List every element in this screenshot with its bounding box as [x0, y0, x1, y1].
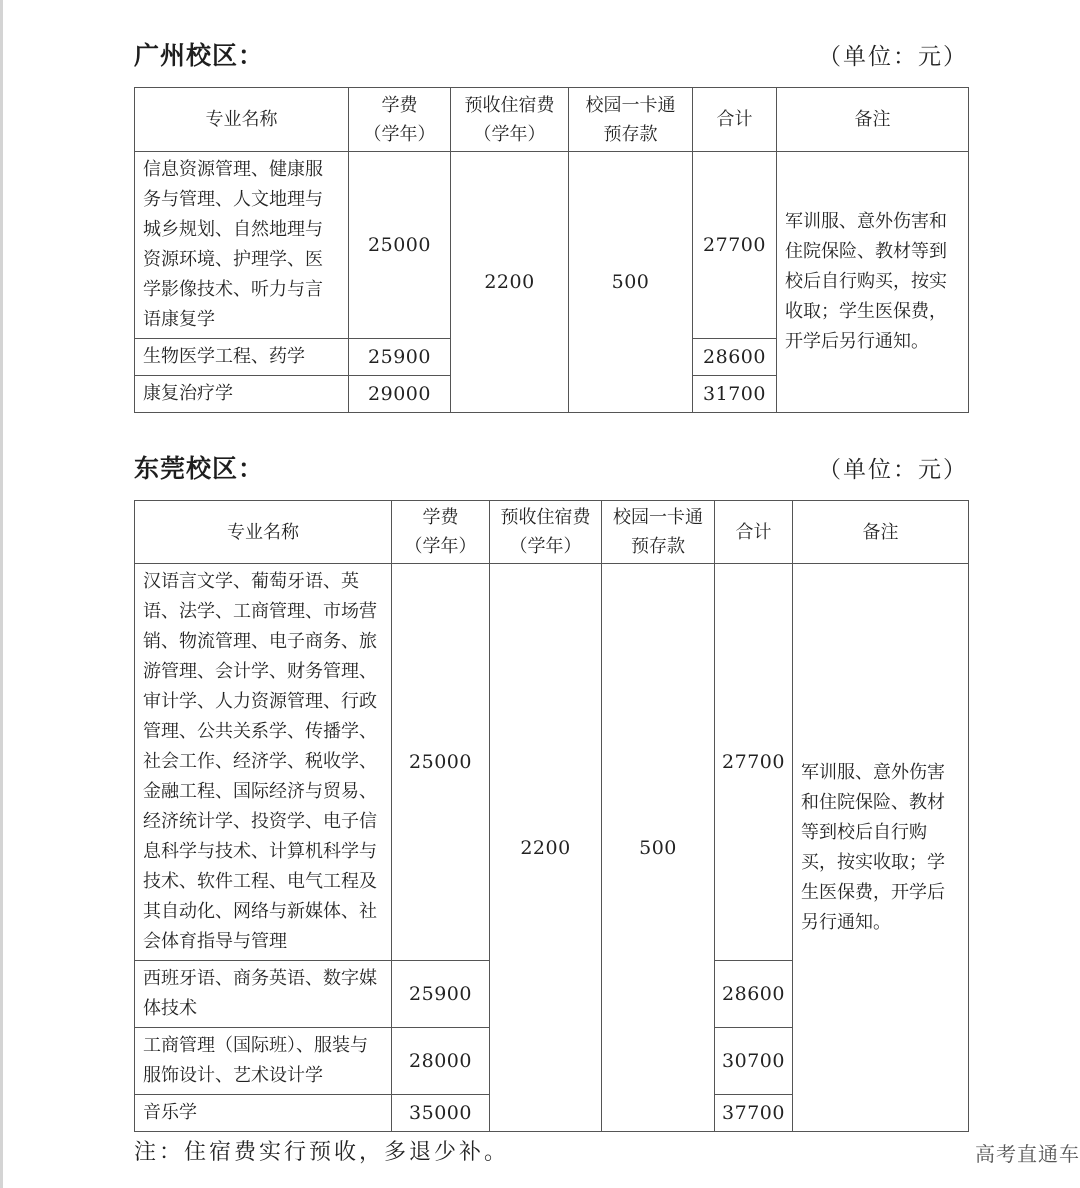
- table-row: [135, 152, 969, 339]
- table-row: [135, 564, 969, 961]
- total-cell: 27700: [715, 564, 793, 961]
- header-tuition-line2: （学年）: [363, 123, 436, 145]
- header-tuition: [392, 501, 490, 564]
- housing-cell: 2200: [490, 564, 602, 1132]
- remarks-cell: 军训服、意外伤害和住院保险、教材等到校后自行购买，按实收取；学生医保费，开学后另行通知。: [777, 152, 969, 413]
- header-remarks: 备注: [793, 501, 969, 564]
- header-housing-line2: （学年）: [473, 123, 546, 145]
- remarks-cell: 军训服、意外伤害和住院保险、教材等到校后自行购买，按实收取；学生医保费，开学后另行通知。: [793, 564, 969, 1132]
- header-total: 合计: [715, 501, 793, 564]
- dongguan-fee-table: [134, 500, 969, 1132]
- header-housing-line1: 预收住宿费: [500, 507, 591, 528]
- majors-cell: 信息资源管理、健康服务与管理、人文地理与城乡规划、自然地理与资源环境、护理学、医学影像技术、听力与言语康复学: [135, 152, 349, 339]
- guangzhou-title: 广州校区：: [134, 41, 265, 70]
- header-housing-line1: 预收住宿费: [464, 94, 555, 116]
- tuition-cell: 28000: [392, 1028, 490, 1095]
- tuition-cell: 25000: [349, 152, 451, 339]
- dongguan-title: 东莞校区：: [134, 454, 265, 483]
- total-cell: 31700: [693, 376, 777, 413]
- header-major: 专业名称: [135, 501, 392, 564]
- tuition-cell: 25900: [392, 961, 490, 1028]
- header-tuition-line1: 学费: [422, 507, 459, 528]
- watermark: 高考直通车: [975, 1142, 1080, 1166]
- header-tuition: [349, 88, 451, 152]
- majors-cell: 康复治疗学: [135, 376, 349, 413]
- header-tuition-line1: 学费: [381, 94, 418, 116]
- page-footer: [134, 1138, 1080, 1168]
- majors-cell: 工商管理（国际班）、服装与服饰设计、艺术设计学: [135, 1028, 392, 1095]
- dongguan-unit-label: （单位：元）: [818, 457, 968, 483]
- header-housing-line2: （学年）: [509, 536, 582, 557]
- majors-cell: 生物医学工程、药学: [135, 339, 349, 376]
- guangzhou-header: [134, 40, 968, 73]
- header-total: 合计: [693, 88, 777, 152]
- tuition-cell: 35000: [392, 1095, 490, 1132]
- header-housing: [451, 88, 569, 152]
- guangzhou-fee-table: [134, 87, 969, 413]
- table-header-row: [135, 501, 969, 564]
- tuition-cell: 25900: [349, 339, 451, 376]
- table-header-row: [135, 88, 969, 152]
- total-cell: 27700: [693, 152, 777, 339]
- header-card-line2: 预存款: [631, 536, 685, 557]
- footnote: 注：住宿费实行预收，多退少补。: [134, 1140, 510, 1165]
- total-cell: 28600: [693, 339, 777, 376]
- majors-cell: 汉语言文学、葡萄牙语、英语、法学、工商管理、市场营销、物流管理、电子商务、旅游管理、会计学、财务管理、审计学、人力资源管理、行政管理、公共关系学、传播学、社会工作、经济学、税收学、金融工程、国际经济与贸易、经济统计学、投资学、电子信息科学与技术、计算机科学与技术、软件工程、电气工程及其自动化、网络与新媒体、社会体育指导与管理: [135, 564, 392, 961]
- tuition-cell: 29000: [349, 376, 451, 413]
- header-major: 专业名称: [135, 88, 349, 152]
- housing-cell: 2200: [451, 152, 569, 413]
- header-card: [602, 501, 715, 564]
- header-remarks: 备注: [777, 88, 969, 152]
- card-cell: 500: [602, 564, 715, 1132]
- majors-cell: 音乐学: [135, 1095, 392, 1132]
- header-housing: [490, 501, 602, 564]
- total-cell: 28600: [715, 961, 793, 1028]
- header-tuition-line2: （学年）: [404, 536, 477, 557]
- header-card-line1: 校园一卡通: [585, 94, 676, 116]
- dongguan-header: [134, 453, 968, 486]
- majors-cell: 西班牙语、商务英语、数字媒体技术: [135, 961, 392, 1028]
- page-edge: [0, 0, 3, 1188]
- total-cell: 30700: [715, 1028, 793, 1095]
- tuition-cell: 25000: [392, 564, 490, 961]
- header-card: [569, 88, 693, 152]
- total-cell: 37700: [715, 1095, 793, 1132]
- header-card-line1: 校园一卡通: [613, 507, 703, 528]
- card-cell: 500: [569, 152, 693, 413]
- header-card-line2: 预存款: [603, 123, 658, 145]
- guangzhou-unit-label: （单位：元）: [818, 44, 968, 70]
